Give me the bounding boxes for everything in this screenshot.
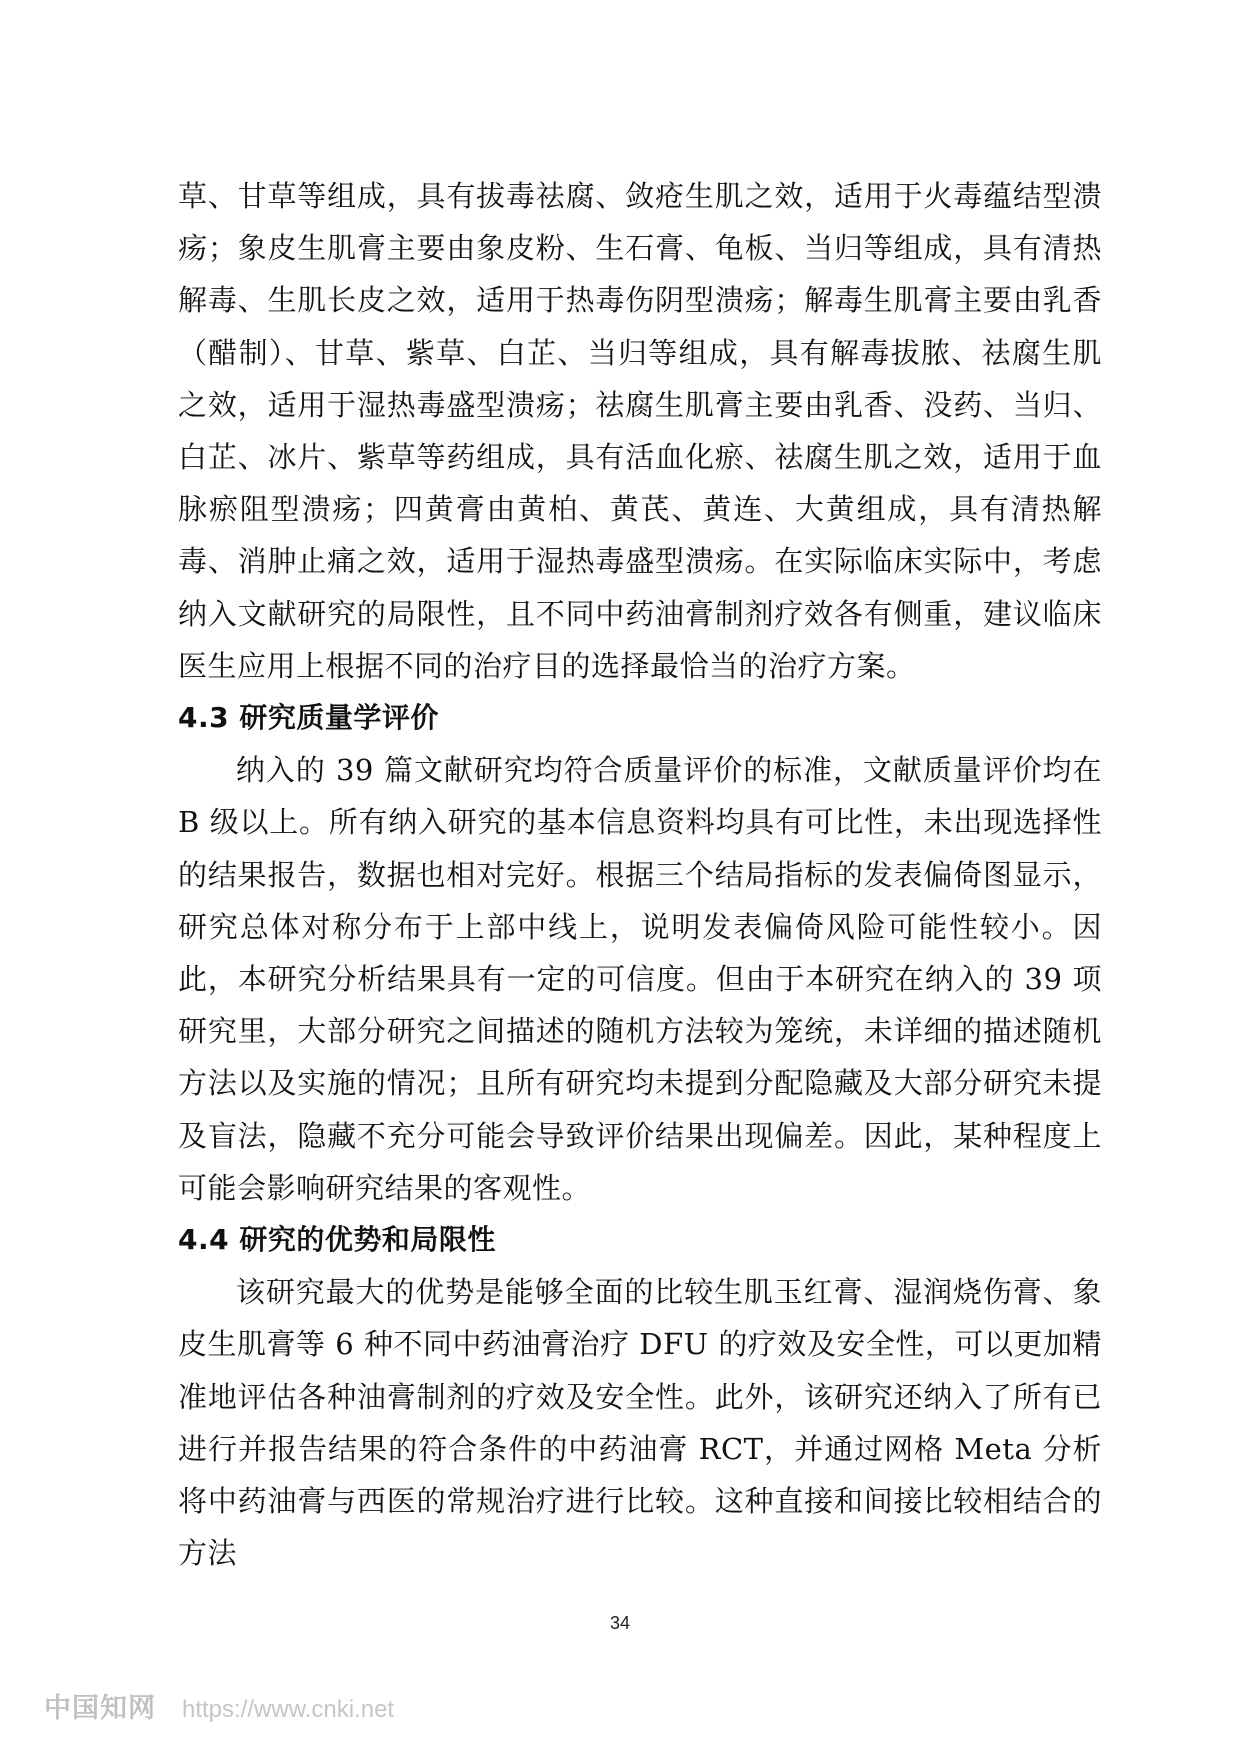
paragraph-advantages: 该研究最大的优势是能够全面的比较生肌玉红膏、湿润烧伤膏、象皮生肌膏等 6 种不同中药油膏治疗 DFU 的疗效及安全性，可以更加精准地评估各种油膏制剂的疗效及安全性。此外，该研究还纳入了所有已进行并报告结果的符合条件的中药油膏 RCT，并通过网格 Meta 分析将中药油膏与西医的常规治疗进行比较。这种直接和间接比较相结合的方法: [178, 1275, 1102, 1571]
paragraph-continued: 草、甘草等组成，具有拔毒祛腐、敛疮生肌之效，适用于火毒蕴结型溃疡；象皮生肌膏主要由象皮粉、生石膏、龟板、当归等组成，具有清热解毒、生肌长皮之效，适用于热毒伤阴型溃疡；解毒生肌膏主要由乳香（醋制）、甘草、紫草、白芷、当归等组成，具有解毒拔脓、祛腐生肌之效，适用于湿热毒盛型溃疡；祛腐生肌膏主要由乳香、没药、当归、白芷、冰片、紫草等药组成，具有活血化瘀、祛腐生肌之效，适用于血脉瘀阻型溃疡；四黄膏由黄柏、黄芪、黄连、大黄组成，具有清热解毒、消肿止痛之效，适用于湿热毒盛型溃疡。在实际临床实际中，考虑纳入文献研究的局限性，且不同中药油膏制剂疗效各有侧重，建议临床医生应用上根据不同的治疗目的选择最恰当的治疗方案。: [178, 179, 1102, 683]
cnki-watermark: [44, 1686, 394, 1725]
page-body: [178, 170, 1102, 1579]
cnki-url-text: https://www.cnki.net: [182, 1696, 395, 1723]
section-heading-4-3: 4.3 研究质量学评价: [178, 701, 439, 735]
cnki-logo-text: 中国知网: [44, 1693, 156, 1724]
section-heading-4-4: 4.4 研究的优势和局限性: [178, 1223, 496, 1257]
paragraph-quality-evaluation: 纳入的 39 篇文献研究均符合质量评价的标准，文献质量评价均在 B 级以上。所有纳入研究的基本信息资料均具有可比性，未出现选择性的结果报告，数据也相对完好。根据三个结局指标的发表偏倚图显示，研究总体对称分布于上部中线上，说明发表偏倚风险可能性较小。因此，本研究分析结果具有一定的可信度。但由于本研究在纳入的 39 项研究里，大部分研究之间描述的随机方法较为笼统，未详细的描述随机方法以及实施的情况；且所有研究均未提到分配隐藏及大部分研究未提及盲法，隐藏不充分可能会导致评价结果出现偏差。因此，某种程度上可能会影响研究结果的客观性。: [178, 753, 1102, 1205]
page-number: 34: [609, 1613, 631, 1633]
